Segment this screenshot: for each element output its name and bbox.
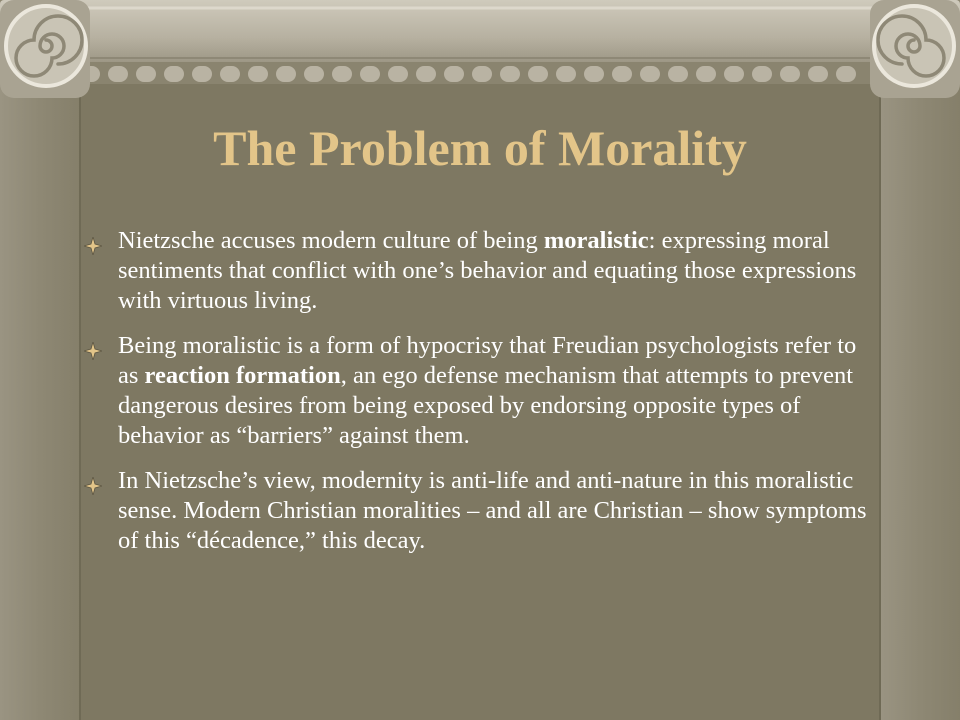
bullet-item-1: [84, 226, 874, 316]
bullet-text: , an ego defense mechanism that attempts to prevent dangerous desires from being exposed by endorsing opposite types of behavior as “barriers” against them.: [118, 362, 854, 449]
diamond-star-icon: [84, 342, 102, 360]
left-column: [0, 60, 80, 720]
slide-title: The Problem of Morality: [213, 120, 747, 176]
bullet-bold-term: moralistic: [543, 227, 649, 254]
bullet-text: Nietzsche accuses modern culture of being: [118, 227, 544, 254]
right-column: [880, 60, 960, 720]
dentil-band: [70, 62, 890, 84]
bullet-list: [84, 226, 874, 571]
bullet-item-3: [84, 466, 874, 556]
bullet-text: Being moralistic is a form of hypocrisy that Freudian psychologists refer to as: [118, 332, 857, 389]
diamond-star-icon: [84, 477, 102, 495]
bullet-bold-term: reaction formation: [144, 362, 341, 389]
bullet-text: In Nietzsche’s view, modernity is anti-life and anti-nature in this moralistic sense. Modern Christian moralities – and all are Christian – show symptoms of this “décadence,” this decay.: [118, 467, 867, 554]
bullet-text: : expressing moral sentiments that conflict with one’s behavior and equating those expressions with virtuous living.: [118, 227, 857, 314]
diamond-star-icon: [84, 237, 102, 255]
spiral-scroll-icon: [0, 0, 90, 98]
spiral-scroll-icon: [870, 0, 960, 98]
bullet-item-2: [84, 331, 874, 451]
